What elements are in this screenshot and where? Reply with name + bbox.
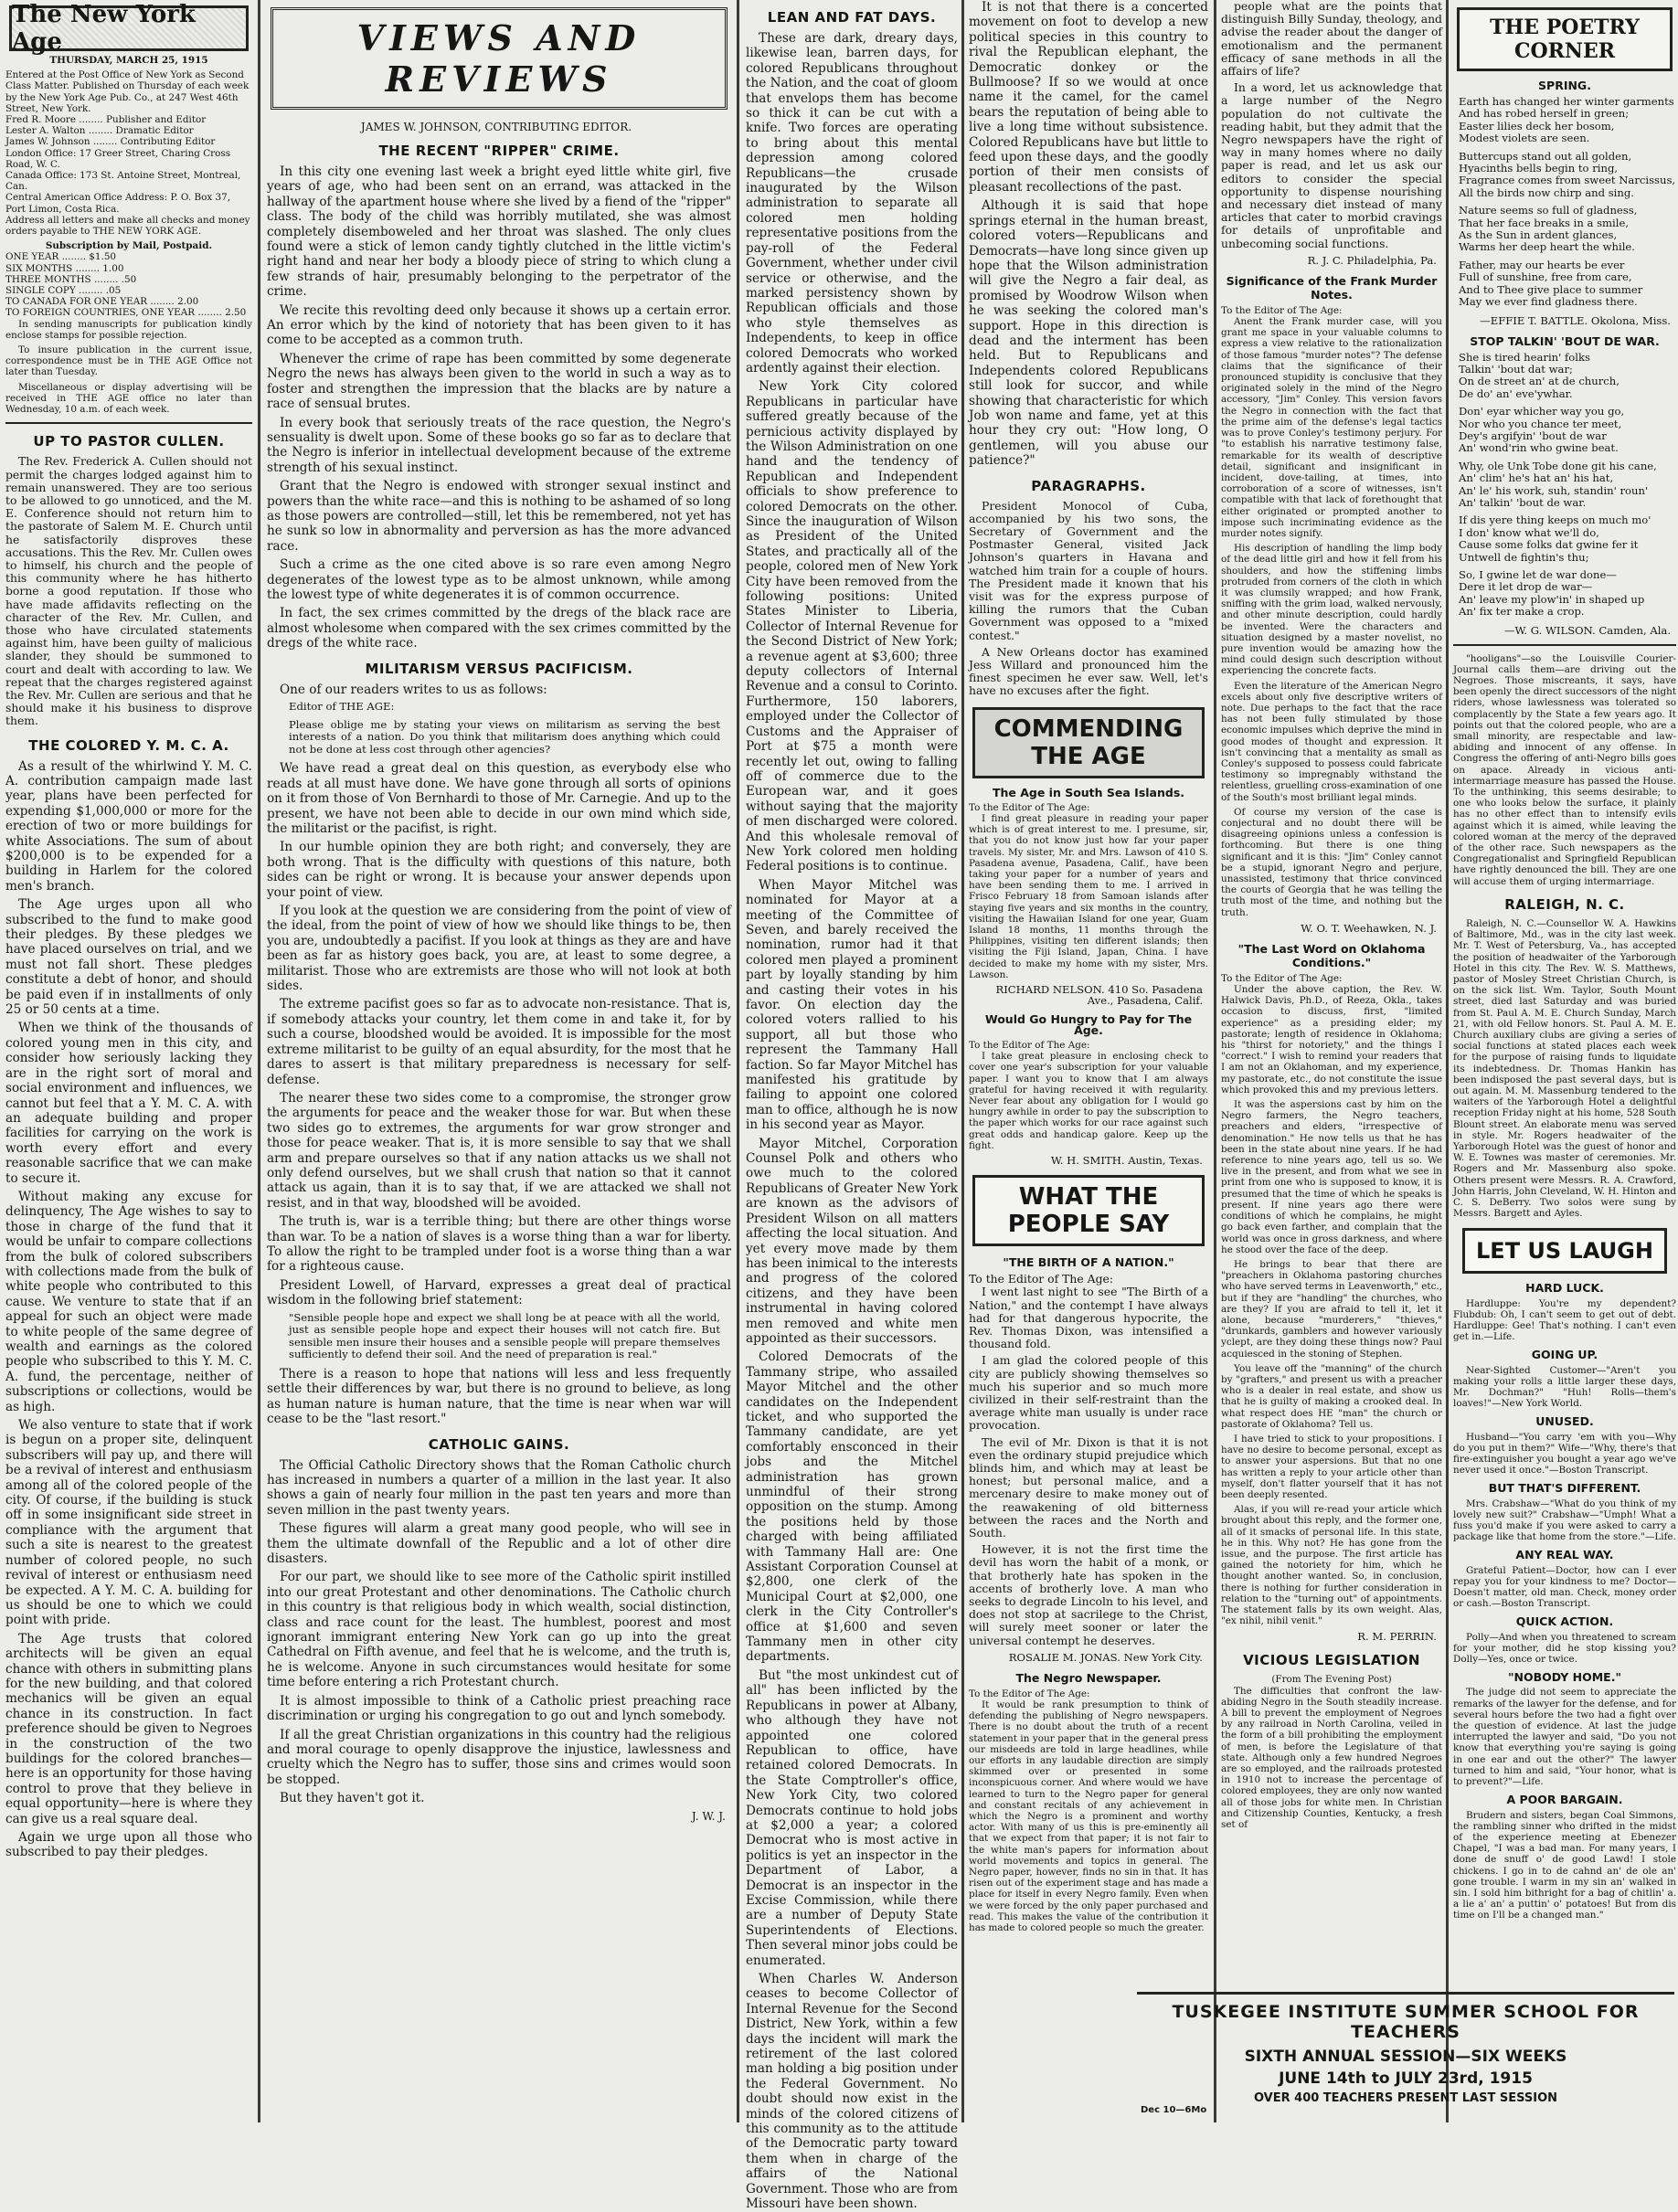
negro-newspaper-to: To the Editor of The Age: [969,1688,1090,1699]
rate-line: TO FOREIGN COUNTRIES, ONE YEAR ........ 2.50 [5,307,247,319]
paragraph: But "the most unkindest cut of all" has been inflicted by the Republicans in power at Albany, who although they have not appointed one colored Republican to office, have retained colored Democrats. In the State Comptroller's office, New York City, two colored Democrats continue to hold jobs at $2,000 a year; a colored Democrat who is most active in politics is yet an inspector in the Department of Labor, a Democrat is an inspector in the Excise Commission, while there are a number of Deputy State Superintendents of Elections. Then several minor jobs could be enumerated. [746,1667,958,1968]
paragraph: When Mayor Mitchel was nominated for Mayor at a meeting of the Committee of Seven, and barely received the nomination, rumor had it that colored men played a prominent part by loyally standing by him and casting their votes in his favor. On election day the colored voters rallied to his support, all but those who represent the Tammany Hall faction. So far Mayor Mitchel has manifested his gratitude by failing to appoint one colored man to office, although he is now in his second year as Mayor. [746,877,958,1133]
paragraph: Under the above caption, the Rev. W. Halwick Davis, Ph.D., of Reeza, Okla., takes occasion to discuss, first, "limited experience" as a presiding elder; my pastorate; length of residence in Oklahoma; his "thirst for notoriety," and the things I "correct." I wish to remind your readers that I am not an Oklahoman, and my experience, my pastorate, etc., do not constitute the issue which provoked this and my previous letters. [1221,984,1442,1095]
column-lean-fat-days [746,0,958,2212]
paragraph: Grant that the Negro is endowed with stronger sexual instinct and powers than the white race—and this is nothing to be ashamed of so long as those powers are controlled—still, let this be remembered, not yet has he sunk so low in abnormality and perversion as has the more advanced race. [267,479,731,554]
masthead-info-line: Lester A. Walton ........ Dramatic Editor [5,125,194,137]
spring-poem-title: SPRING. [1538,79,1591,92]
masthead-info-line: London Office: 17 Greer Street, Charing Cross Road, W. C. [5,147,231,170]
poem-stanza: So, I gwine let de war done— Dere it let drop de war— An' leave my plow'in' in shaped up An' fix ter make a crop. [1459,568,1645,619]
war-poem [1453,352,1676,619]
ad-code: Dec 10—6Mo [1141,2105,1207,2115]
joke-title: HARD LUCK. [1525,1281,1604,1296]
paragraph: Anent the Frank murder case, will you grant me space in your valuable columns to express a view relative to the rationalization of those famous "murder notes"? The defense claims that the significance of their pronounced stupidity is conclusive that they originated solely in the mind of the Negro accessory, "Jim" Conley. This version favors the Negro in connection with the fact that the prime aim of the defense's legal tactics was to prove Conley's testimony perjury. For "to establish his narrative testimony false, remarkable for its wealth of descriptive detail, significant and insignificant in incident, dove-tailing, at times, into corroboration of a score of witnesses, isn't compatible with that lack of forethought that either originated or prompted another to impose such incriminating evidence as the murder notes signify. [1221,316,1442,539]
paragraph: But they haven't got it. [280,1791,425,1806]
joke-title: QUICK ACTION. [1515,1614,1614,1629]
paragraph: Although it is said that hope springs eternal in the human breast, colored voters—Republicans and Democrats—have long since given up hope that the Wilson administration will give the Negro a fair deal, as promised by Woodrow Wilson when he was seeking the colored man's support. Hope in this direction is dead and the interment has been held. But to Republicans and Independents colored Republicans still look for succor, and while showing that characteristic for which Job won name and fame, yet at this hour they cry out: "How long, O gentlemen, will you abuse our patience?" [969,198,1208,469]
letter-title: The Age in South Sea Islands. [992,785,1185,799]
notice-line: To insure publication in the current issue, correspondence must be in THE AGE Office not later than Tuesday. [5,344,252,378]
masthead-info-line: Central American Office Address: P. O. Box 37, Port Limon, Costa Rica. [5,192,231,215]
paragraph: A New Orleans doctor has examined Jess Willard and pronounced him the finest specimen he ever saw. Well, let's have no excuses after the fight. [969,644,1208,698]
letter-body: I take great pleasure in enclosing check to cover one year's subscription for your valuable paper. I want you to know that I am always grateful for having received it with regularity. Never fear about any obligation for I would go hungry awhile in order to pay the subscription to the paper which works for our race against such great odds and handicap galore. Keep up the fight. [969,1051,1208,1151]
poem-stanza: Don' eyar whicher way you go, Nor who you chance ter meet, Dey's argifyin' 'bout de war An' wond'rin who gwine beat. [1459,405,1625,455]
column-letters-continued [1221,0,1442,2122]
joke-body: Polly—And when you threatened to scream for your mother, did he stop kissing you? Dolly—Yes, once or twice. [1453,1631,1676,1666]
ripper-crime-body [267,164,731,651]
joke-body: Mrs. Crabshaw—"What do you think of my lovely new suit?" Crabshaw—"Umph! What a fuss you'd make if you were asked to carry a package like that home from the store."—Life. [1453,1498,1676,1543]
column-rule [1214,0,1216,2122]
divider [5,422,252,424]
poem-stanza: If dis yere thing keeps on much mo' I don' know what we'll do, Cause some folks dat gwine fer it Untwell de fightin's thu; [1459,513,1651,564]
spring-poem-signature: —EFFIE T. BATTLE. Okolona, Miss. [1480,313,1671,327]
paragraph: These figures will alarm a great many good people, who will see in them the ultimate downfall of the Republic and a lot of other dire disasters. [267,1521,731,1567]
frank-letter-signature: W. O. T. Weehawken, N. J. [1301,921,1437,935]
contributing-editor-byline: JAMES W. JOHNSON, CONTRIBUTING EDITOR. [360,121,632,133]
paragraph: When Charles W. Anderson ceases to become Collector of Internal Revenue for the Second District, New York, within a few days the incident will mark the retirement of the last colored man holding a big position under the Federal Government. No doubt should now exist in the minds of the colored citizens of this community as to the attitude of the Democratic party toward them when in charge of the affairs of the National Government. Those who are from Missouri have been shown. [746,1972,958,2212]
poem-stanza: Father, may our hearts be ever Full of sunshine, free from care, And to Thee give place to summer May we ever find gladness there. [1459,258,1643,309]
paragraph: He brings to bear that there are "preachers in Oklahoma pastoring churches who have served terms in Leavenworth," etc., but if they are "handling" the churches, who are they? If you are afraid to tell it, let it alone, because "murderers," "thieves," "drunkards, gamblers and however variously yclept, are they doing these things now? Paul acquiesced in the stoning of Stephen. [1221,1258,1442,1360]
paragraph: These are dark, dreary days, likewise lean, barren days, for colored Republicans throughout the Nation, and the coat of gloom that envelops them has become so thick it can be cut with a knife. Two forces are operating to bring about this mental depression among colored Republicans—the crusade inaugurated by the Wilson administration to separate all colored men holding representative positions from the pay-roll of the Federal Government, whether under civil service or otherwise, and the marked persistency shown by Republican officials and those who style themselves as Independents, to keep in office colored Democrats who worked ardently against their election. [746,31,958,376]
tuskegee-summer-school-ad [1137,1992,1674,2118]
masthead-info-line: Address all letters and make all checks and money orders payable to THE NEW YORK AGE. [5,214,250,238]
oklahoma-letter-to: To the Editor of The Age: [1221,972,1343,984]
oklahoma-letter [1221,984,1442,1626]
masthead-date: THURSDAY, MARCH 25, 1915 [49,55,208,66]
militarism-close: There is a reason to hope that nations will less and less frequently settle their differences by war, but there is no ground to believe, as long as human nature is human nature, that the time is near when war will cease to be the "last resort." [267,1366,731,1427]
rate-line: THREE MONTHS ........ .50 [5,273,137,285]
paragraph: New York City colored Republicans in particular have suffered greatly because of the pernicious activity displayed by the Wilson Administration on one hand and the tendency of Republican and Independent officials to show preference to colored Democrats on the other. Since the inauguration of Wilson as President of the United States, and practically all of the people, colored men of New York City have been removed from the following positions: United States Minister to Liberia, Collector of Internal Revenue for the Second District of New York; a revenue agent at $3,600; three deputy collectors of Internal Revenue and a consul to Corinto. Furthermore, 150 laborers, employed under the Collector of Customs and the Appraiser of Port at $75 a month were recently let out, owing to falling off of commerce due to the European war, and it goes without saying that the majority of men discharged were colored. And this wholesale removal of New York colored men holding Federal positions is to continue. [746,379,958,874]
ad-line-3: JUNE 14th to JULY 23rd, 1915 [1279,2069,1533,2088]
paragraph: The truth is, war is a terrible thing; but there are other things worse than war. To be a nation of slaves is a worse thing than a war for liberty. To allow the right to be trampled under foot is a worse thing than a war for a righteous cause. [267,1214,731,1275]
vicious-legislation-body [1221,1686,1442,1831]
lean-fat-days-title: LEAN AND FAT DAYS. [767,9,937,26]
ad-line-4: OVER 400 TEACHERS PRESENT LAST SESSION [1253,2091,1558,2105]
let-us-laugh-heading: LET US LAUGH [1462,1228,1667,1274]
views-reviews-banner: VIEWS AND REVIEWS [271,7,727,110]
commending-the-age-heading: COMMENDING THE AGE [972,707,1205,778]
masthead-logo: The New York Age [9,5,249,51]
oklahoma-title: "The Last Word on Oklahoma Conditions." [1237,941,1426,969]
poem-stanza: Buttercups stand out all golden, Hyacinths bells begin to ring, Fragrance comes from sweet Narcissus, All the birds now chirp and sing. [1459,149,1676,199]
column-rule [1446,0,1449,2122]
column-rule [258,0,260,2122]
rate-line: SINGLE COPY ........ .05 [5,285,122,297]
paragraph: Mayor Mitchel, Corporation Counsel Polk and others who owe much to the colored Republicans of Greater New York are known as the advisors of President Wilson on all matters affecting the local situation. And yet every move made by them has been inimical to the interests and progress of the colored citizens, and they have been instrumental in having colored men removed and white men appointed as their successors. [746,1136,958,1346]
joke-title: GOING UP. [1531,1348,1598,1362]
paragraph: It is almost impossible to think of a Catholic priest preaching race discrimination or urging his congregation to go out and lynch somebody. [267,1693,731,1724]
rate-line: TO CANADA FOR ONE YEAR ........ 2.00 [5,296,199,308]
notice-line: Miscellaneous or display advertising will be received in THE AGE office no later than Wednesday, 10 a.m. of each week. [5,381,252,416]
joke-body: Husband—"You carry 'em with you—Why do you put in them?" Wife—"Why, there's that fire-extinguisher you bought a year ago we've never used it once."—Boston Transcript. [1453,1431,1676,1476]
paragraph: When we think of the thousands of colored young men in this city, and consider how seriously lacking they are in the right sort of moral and social environment and influences, we cannot but feel that a Y. M. C. A. with an adequate building and proper facilities for carrying on the work is worth every effort and every reasonable sacrifice that we can make to secure it. [5,1021,252,1186]
paragraph: I went last night to see "The Birth of a Nation," and the contempt I have always had for that dangerous hypocrite, the Rev. Thomas Dixon, was intensified a thousand fold. [969,1285,1208,1351]
hooligans-body: "hooligans"—so the Louisville Courier-Journal calls them—are driving out the Negroes. Those miscreants, it says, have been openly the direct successors of the night riders, whose lawlessness was tolerated so complacently by the State a few years ago. It points out that the colored people, who are a small minority, are respectable and law-abiding and innocent of any offense. In Congress the offering of anti-Negro bills goes on apace. Already in vicious anti-intermarriage measure has passed the House. To the unthinking, this seems desirable; to one who looks below the surface, it plainly has no other effect than to intensify evils against which it is aimed, while leaving the colored woman at the mercy of the depraved of the other race. Such newspapers as the Congregationalist and Springfield Republican have rightly denounced the bill. They are one will accuse them of urging intermarriage. [1453,652,1676,887]
letter-salutation: To the Editor of The Age: [969,1039,1090,1051]
rate-line: ONE YEAR ........ $1.50 [5,251,117,263]
lowell-quote: "Sensible people hope and expect we shall long be at peace with all the world, just as sensible people hope and expect their houses will not catch fire. But sensible men insure their houses and a sensible people will prepare themselves sufficiently to defend their soil. And the need of preparation is real." [289,1310,720,1361]
joke-body: Grateful Patient—Doctor, how can I ever repay you for your kindness to me? Doctor—Doesn't matter, old man. Check, money order or cash.—Boston Transcript. [1453,1564,1676,1610]
paragraph: The Age urges upon all who subscribed to the fund to make good their pledges. By these pledges we have placed ourselves on trial, and we must not fall short. These pledges constitute a debt of honor, and should be paid even if in installments of only 25 or 50 cents at a time. [5,897,252,1018]
militarism-intro: One of our readers writes to us as follows: [280,682,547,697]
paragraph: The difficulties that confront the law-abiding Negro in the South steadily increase. A bill to prevent the employment of Negroes by any railroad in North Carolina, veiled in the form of a bill prohibiting the employment of men, is before the Legislature of that state. Although only a few hundred Negroes are so employed, and the railroads protested in 1910 not to increase the percentage of colored employees, they are only now wanted all of those jobs for white men. In Christian and Citizenship Counties, Kentucky, a fresh set of [1221,1685,1442,1831]
vicious-legislation-source: (From The Evening Post) [1271,1674,1392,1686]
vicious-legislation-title: VICIOUS LEGISLATION [1243,1652,1420,1669]
editorial-ymca-body [5,759,252,1860]
war-poem-signature: —W. G. WILSON. Camden, Ala. [1503,623,1671,637]
divider [1453,644,1676,646]
letter-body: I find great pleasure in reading your paper which is of great interest to me. I presume, sir, that you do not know just how far your paper travels. My sister, Mr. and Mrs. Lawson of 410 S. Pasadena avenue, Pasadena, Calif., have been taking your paper for a number of years and have been sending them to me. I arrived in Frisco February 18 from Samoan islands after staying five years and six months in the country, visiting the Hawaiian Island for one year, Guam Island 18 months, 11 months through the Philippines, visiting ten different islands; then visiting the Fiji Island, Japan, China. I have decided to make my home with my sister, Mrs. Lawson. [969,813,1208,980]
paragraph: If you look at the question we are considering from the point of view of the ideal, from the point of view of how we should like things to be, then you are, undoubtedly a pacifist. If you look at things as they are and have been as far as history goes back, you are, at least to some degree, a militarist. Those who are extremists are those who will not look at both sides. [267,904,731,994]
poem-stanza: Earth has changed her winter garments And has robed herself in green; Easter lilies deck her bosom, Modest violets are seen. [1459,95,1674,145]
poem-stanza: Why, ole Unk Tobe done git his cane, An' clim' he's hat an' his hat, An' le' his work, suh, standin' roun' An' talkin' 'bout de war. [1459,459,1657,509]
paragraph: Alas, if you will re-read your article which brought about this reply, and the former one, all of it smacks of personal life. In this state, he in this. Why not? He has gone from the issue, and the purpose. The first article has gained the notoriety for him, which he thought another wanted. So, in conclusion, there is nothing for further consideration in relation to the "turning out" of appointments. The statement falls by its own weight. Alas, "ex nihil, nihil venit." [1221,1504,1442,1627]
frank-murder-letter [1221,316,1442,918]
paragraph: It is not that there is a concerted movement on foot to develop a new political species in this country to rival the Republican elephant, the Democratic donkey or the Bullmoose? If so we would at once name it the camel, for the camel bears the reputation of being able to live a long time without subsistence. Colored Republicans have but little to feed upon these days, and the goodly portion of their men consists of pleasant recollections of the past. [969,0,1208,195]
lean-fat-days-continued [969,0,1208,469]
commending-letters [969,785,1208,1167]
paragraph: The evil of Mr. Dixon is that it is not even the ordinary stupid prejudice which blinds him, and which may at least be honest; but personal malice, and a mercenary desire to make money out of the reawakening of old bitterness between the races and the North and South. [969,1434,1208,1540]
paragraph: Whenever the crime of rape has been committed by some degenerate Negro the news has always been given to the world in such a way as to foster and strengthen the impression that the blacks are by nature a race of sensual brutes. [267,351,731,412]
paragraph: President Lowell, of Harvard, expresses a great deal of practical wisdom in the following brief statement: [267,1277,731,1308]
editorial-cullen-body [5,455,252,727]
catholic-gains-body [267,1458,731,1806]
editorial-cullen-title: UP TO PASTOR CULLEN. [33,433,225,450]
frank-murder-title: Significance of the Frank Murder Notes. [1226,273,1438,302]
column-poetry-laugh [1453,0,1676,2122]
paragraph: Again we urge upon all those who subscribed to pay their pledges. [5,1830,252,1860]
paragraph: His description of handling the limp body of the dead little girl and how it fell from his shoulders, and how the stiffening limbs protruded from corners of the cloth in which it was clumsily wrapped; and how Frank, sniffing with the grim load, walked nervously, and other minute description, could hardly be invented. Were the characters and situation designed by a master novelist, no pure invention would be amazing how the mind could design such description without experiencing the concrete facts. [1221,543,1442,677]
paragraph: For our part, we should like to see more of the Catholic spirit instilled into our great Protestant and other denominations. The Catholic church in this country is that religious body in which wealth, social distinction, class and race count for the least. The humblest, poorest and most ignorant immigrant entering New York can go up into the great Cathedral on Fifth avenue, and feel that he is welcome, and the truth is, he is welcome. Anyone in such circumstances would hesitate for some time before entering a rich Protestant church. [267,1570,731,1690]
poetry-corner-heading: THE POETRY CORNER [1457,7,1673,71]
militarism-letter-to: Editor of THE AGE: [289,700,395,713]
oklahoma-signature: R. M. PERRIN. [1357,1630,1437,1644]
masthead-info-line: Canada Office: 173 St. Antoine Street, Montreal, Can. [5,170,241,193]
militarism-body [267,761,731,1307]
paragraph: President Monocol of Cuba, accompanied by his two sons, the Secretary of Government and the Postmaster General, visited Jack Johnson's quarters in Havana and watched him train for a couple of hours. The President made it known that his visit was for the express purpose of killing the rumors that the Cuban Government was opposed to a "mixed contest." [969,498,1208,642]
militarism-title: MILITARISM VERSUS PACIFICISM. [365,660,633,677]
paragraph: The nearer these two sides come to a compromise, the stronger grow the arguments for peace and the weaker those for war. But when these two sides go to extremes, the arguments for war grow stronger and those for peace weaker. That is, it is more sensible to say that we shall arm and prepare ourselves so that if any nation attacks us we shall not only defend ourselves, but we shall crush that nation so that it cannot attack us again, than it is to say that, if we are attacked we shall not resist, and in that way, bloodshed will be avoided. [267,1090,731,1211]
editorial-ymca-title: THE COLORED Y. M. C. A. [28,736,229,754]
joke-title: A POOR BARGAIN. [1506,1793,1623,1807]
paragraph: In every book that seriously treats of the race question, the Negro's sensuality is dwelt upon. Some of these books go so far as to declare that the Negro is inferior in intellectual development because of the extreme strength of his sexual instinct. [267,415,731,475]
subscription-title: Subscription by Mail, Postpaid. [45,240,213,252]
column-views-reviews [267,0,731,2122]
paragraph: Of course my version of the case is conjectural and no doubt there will be disagreeing opinions unless a confession is forthcoming. But there is one thing significant and it is this: "Jim" Conley cannot be a stupid, ignorant Negro and perjure, unassisted, testimony that thrice convinced the courts of Georgia that he was telling the truth most of the time, and nothing but the truth. [1221,806,1442,918]
paragraph: The Official Catholic Directory shows that the Roman Catholic church has increased in numbers a quarter of a million in the last year. It also shows a gain of nearly four million in the past ten years and more than seven million in the past twenty years. [267,1457,731,1518]
letter-salutation: To the Editor of The Age: [969,801,1090,813]
paragraph: Colored Democrats of the Tammany stripe, who assailed Mayor Mitchel and the other candidates on the Independent ticket, and who supported the Tammany candidate, are yet comfortably ensconced in their jobs and the Mitchel administration has grown unmindful of their strong opposition on the stump. Among the positions held by those charged with being affiliated with Tammany Hall are: One Assistant Corporation Counsel at $2,800, one clerk of the Municipal Court at $2,000, one clerk in the City Controller's office at $1,600 and seven Tammany men in other city departments. [746,1349,958,1665]
notice-line: In sending manuscripts for publication kindly enclose stamps for possible rejection. [5,318,252,341]
paragraph: As a result of the whirlwind Y. M. C. A. contribution campaign made last year, plans have been perfected for expending $1,000,000 or more for the erection of two or more buildings for white Associations. The sum of about $200,000 is to be expended for a building in Harlem for the colored men's branch. [5,758,252,894]
lean-fat-days-body [746,31,958,2212]
negro-newspaper-continued [1221,0,1442,250]
ripper-crime-title: THE RECENT "RIPPER" CRIME. [378,143,620,159]
poem-stanza: Nature seems so full of gladness, That her face breaks in a smile, As the Sun in ardent glances, Warms her deep heart the while. [1459,204,1638,254]
subscription-rates [5,251,252,318]
philadelphia-signature: R. J. C. Philadelphia, Pa. [1307,253,1437,267]
jokes-list [1453,1283,1676,1921]
letter-title: Would Go Hungry to Pay for The Age. [984,1011,1193,1037]
joke-body: Near-Sighted Customer—"Aren't you making your rolls a little larger these days, Mr. Dochman?" "Huh! Rolls—them's loaves!"—New York World. [1453,1364,1676,1410]
joke-body: Brudern and sisters, began Coal Simmons, the rambling sinner who drifted in the midst of the experience meeting at Ebenezer Chapel, "I was a bad man. For many years, I done de snuff o' de good Lawd! I stole chickens. I go in to de cahnd an' de ole an' gone trouble. I warm in my sin an' walked in sin. I sold him bithright for a bag of chitlin' a. a lie a' an' a puttin' o' potatoes! But from dis time on I'll be a changed man." [1453,1809,1676,1921]
paragraph: You leave off the "manning" of the church by "grafters," and present us with a preacher who is a dealer in real estate, and show us that he is guilty of making a crooked deal. In what respect does HE "man" the church or pastorate of Oklahoma? Tell us. [1221,1362,1442,1430]
column-rule [961,0,964,2122]
letter-signature: W. H. SMITH. Austin, Texas. [1050,1153,1203,1167]
column-masthead [5,0,252,2122]
paragraph: It was the aspersions cast by him on the Negro farmers, the Negro teachers, preachers and elders, "irrespective of denomination." He now tells us that he has been in the state about nine years. If he had reference to nine years ago, tell us so. We live in the present, and from what we see in print from one who is supposed to know, it is presumed that the time of which he speaks is present. If nine years ago there were conditions of which he complains, he might go back even farther, and complain that the world was once in gross darkness, and where he stood over the face of the deep. [1221,1099,1442,1255]
paragraph: I am glad the colored people of this city are publicly showing themselves so much his superior and so much more civilized in their self-restraint than the average white man usually is under race provocation. [969,1353,1208,1433]
militarism-letter: Please oblige me by stating your views on militarism as serving the best interests of a nation. Do you think that militarism does anything which could not be done at less cost through other agencies? [289,717,720,756]
editor-signature: J. W. J. [691,1809,726,1823]
masthead-info-line: James W. Johnson ........ Contributing Editor [5,136,216,148]
catholic-gains-title: CATHOLIC GAINS. [428,1435,570,1453]
masthead-notices [5,319,252,416]
column-rule [737,0,739,2122]
masthead-info [5,69,252,237]
paragraph: If all the great Christian organizations in this country had the religious and moral courage to openly disapprove the injustice, lawlessness and cruelty which the Negro has to suffer, those sins and crimes would soon be stopped. [267,1727,731,1787]
raleigh-body: Raleigh, N. C.—Counsellor W. A. Hawkins of Baltimore, Md., was in the city last week. Mr. T. West of Petersburg, Va., has accepted the position of headwaiter of the Yarborough Hotel in this city. The Rev. W. S. Matthews, pastor of Mosley Street Christian Church, is on the sick list. Wm. Taylor, South Mount street, died last Saturday and was buried from St. Paul A. M. E. Church Sunday, March 21, with old Fellow honors. St. Paul A. M. E. Church auxiliary clubs are giving a series of social functions at stated places each week for the purpose of raising funds to liquidate its indebtedness. Dr. Thomas Hankin has been indisposed the past several days, but is out again. M. M. Massenburg tendered to the waiters of the Yarborough Hotel a delightful reception Friday night at his home, 528 South Blount street. An elaborate menu was served in style. Mr. Rogers headwaiter of the Yarborough Hotel was the guest of honor and W. E. Townes was master of ceremonies. Mr. Rogers and Mr. Massenburg also spoke. Others present were Messrs. R. A. Crawford, John Harris, John Cleveland, W. H. Hinton and C. S. DeBerry. Two solos were sung by Messrs. Bargett and Ayles. [1453,917,1676,1220]
paragraph: In fact, the sex crimes committed by the dregs of the black race are almost wholesome when compared with the sex crimes committed by the dregs of the white race. [267,606,731,651]
joke-title: "NOBODY HOME." [1508,1670,1621,1685]
birth-of-a-nation-letter [969,1286,1208,1646]
joke-body: Hardluppe: You're my dependent? Flubdub: Oh, I can't seem to get out of debt. Hardluppe: Gee! That's nothing. I can't even get in.—Life. [1453,1297,1676,1343]
joke-body: The judge did not seem to appreciate the remarks of the lawyer for the defense, and for several hours before the two had a fight over the question of evidence. At last the judge interrupted the lawyer and said, "Do you not know that everything you're saying is going in one ear and out the other?" The lawyer turned to him and said, "Your honor, what is to prevent?"—Life. [1453,1687,1676,1788]
letter-signature: RICHARD NELSON. 410 So. Pasadena Ave., Pasadena, Calif. [995,983,1203,1008]
what-the-people-say-heading: WHAT THE PEOPLE SAY [972,1175,1205,1246]
paragraph: However, it is not the first time the devil has worn the habit of a monk, or that brotherly hate has spoken in the accents of brotherly love. A man who seeks to degrade Lincoln to his level, and does not stop at sacrilege to the Christ, will surely meet sooner or later the universal contempt he deserves. [969,1542,1208,1647]
birth-of-a-nation-title: "THE BIRTH OF A NATION." [1003,1255,1174,1270]
paragraph: We recite this revolting deed only because it shows up a certain error. An error which by the kind of notoriety that has been given to it has come to be accepted as a common truth. [267,302,731,348]
negro-newspaper-title: The Negro Newspaper. [1015,1670,1162,1685]
masthead-info-line: Entered at the Post Office of New York as Second Class Matter. Published on Thursday of each week by the New York Age Pub. Co., at 247 West 46th Street, New York. [5,69,250,114]
raleigh-title: RALEIGH, N. C. [1504,895,1625,913]
spring-poem [1453,96,1676,309]
frank-letter-to: To the Editor of The Age: [1221,304,1343,316]
paragraph: Such a crime as the one cited above is so rare even among Negro degenerates of the lowest type as to be almost unknown, while among the lowest type of white degenerates it is of common occurrence. [267,557,731,602]
ad-line-1: TUSKEGEE INSTITUTE SUMMER SCHOOL FOR TEACHERS [1172,2002,1640,2042]
joke-title: BUT THAT'S DIFFERENT. [1488,1481,1641,1496]
birth-letter-signature: ROSALIE M. JONAS. New York City. [1008,1650,1203,1664]
birth-letter-to: To the Editor of The Age: [969,1272,1114,1286]
joke-title: UNUSED. [1535,1414,1594,1429]
poem-stanza: She is tired hearin' folks Talkin' 'bout dat war; On de street an' at de church, De do' an' eve'ywhar. [1459,350,1620,400]
paragraphs-body [969,500,1208,698]
paragraph: The Age trusts that colored architects will be given an equal chance with others in submitting plans for the new building, and that colored mechanics will be given an equal chance in its construction. In fact preference should be given to Negroes in the construction of the two buildings for the colored branches—here is an opportunity for those having control to prove that they believe in equal opportunity—here is where they can give us a real square deal. [5,1631,252,1826]
ad-line-2: SIXTH ANNUAL SESSION—SIX WEEKS [1244,2048,1567,2066]
negro-newspaper-body: It would be rank presumption to think of defending the publishing of Negro newspapers. There is no doubt about the truth of a recent statement in your paper that in the general press our misdeeds are told in large headlines, while our efforts in any laudable direction are simply skimmed over or presented in some inconspicuous corner. And where would we have learned to turn to the Negro paper for general and constant recitals of any achievement in which the Negro is a prominent and worthy actor. With many of us this is pre-eminently all that we expect from that paper; it is not fair to the white man's papers for information about world movements and topics in general. The Negro paper, however, finds no sin in that. It has risen out of the experiment stage and has made a place for itself in every Negro family. Even when we were forced by the only paper purchased and read. This makes the value of the contribution it has made to colored people so much the greater. [969,1699,1208,1934]
masthead-info-line: Fred R. Moore ........ Publisher and Editor [5,114,207,126]
paragraph: We have read a great deal on this question, as everybody else who reads at all must have done. We have gone through all sorts of opinions on it from those of Von Bernhardi to those of Mr. Carnegie. And up to the present, we have not been able to decide in our own mind which side, the militarist or the pacifist, is right. [267,761,731,836]
column-letters [969,0,1208,2122]
war-poem-title: STOP TALKIN' 'BOUT DE WAR. [1470,333,1660,348]
paragraph: In a word, let us acknowledge that a large number of the Negro population do not cultivate the reading habit, but they admit that the Negro newspapers have the right of way in many homes where no daily paper is read, and let us ask our editors to consider the special opportunity to dispense nourishing and necessary diet instead of many articles that cater to morbid cravings for details of unprofitable and unbecoming social functions. [1221,80,1442,250]
paragraph: The extreme pacifist goes so far as to advocate non-resistance. That is, if somebody attacks your country, let them come in and take it, for by such a course, bloodshed would be avoided. It is impossible for the most extreme militarist to be guilty of an equal absurdity, for the most that he dares to assert is that military preparedness is necessary for self-defense. [267,997,731,1087]
paragraph: Without making any excuse for delinquency, The Age wishes to say to those in charge of the fund that it would be unfair to compare collections from the bulk of colored subscribers with collections made from the bulk of white people who contributed to this cause. We venture to state that if an appeal for such an object were made to white people of the same degree of wealth and earnings as the colored people who subscribed to this Y. M. C. A. fund, the percentage, neither of subscriptions or collections, would be as high. [5,1189,252,1414]
paragraphs-title: PARAGRAPHS. [1031,477,1146,494]
paragraph: The Rev. Frederick A. Cullen should not permit the charges lodged against him to remain unanswered. They are too serious to be allowed to go unnoticed, and the M. E. Conference should not return him to the pastorate of Salem M. E. Church until he satisfactorily disproves these accusations. This the Rev. Mr. Cullen owes to himself, his church and the people of this community where he has hitherto borne a good reputation. If those who have made affidavits reflecting on the character of the Rev. Mr. Cullen, and those who have circulated statements against him, have been guilty of malicious slander, they should be summoned to court and dealt with according to law. We repeat that the charges registered against the Rev. Mr. Cullen are serious and that he should make it his business to disprove them. [5,454,252,728]
paragraph: I have tried to stick to your propositions. I have no desire to become personal, except as to answer your aspersions. But that no one has written a reply to your article other than myself, don't flatter yourself that it has not been deeply resented. [1221,1433,1442,1500]
paragraph: people what are the points that distinguish Billy Sunday, theology, and advise the reader about the danger of emotionalism and the permanent efficacy of sane methods in all the affairs of life? [1221,0,1442,79]
paragraph: In this city one evening last week a bright eyed little white girl, five years of age, who had been sent on an errand, was attacked in the hallway of the apartment house where she lived by a fiend of the "ripper" class. The body of the child was horribly mutilated, she was almost completely disemboweled and her throat was slashed. The only clues found were a stick of lemon candy tightly clutched in the little victim's right hand and near her body a bloody piece of string to which clung a few strands of hair, presumably belonging to the perpetrator of the crime. [267,164,731,300]
rate-line: SIX MONTHS ........ 1.00 [5,262,124,274]
paragraph: We also venture to state that if work is begun on a proper site, delinquent subscribers will pay up, and there will be a revival of interest and enthusiasm among all of the colored people of the city. Of course, if the building is stuck off in some insignificant side street in compliance with the argument that such a site is nearest to the greatest number of colored people, no such revival of interest or enthusiasm need be expected. A Y. M. C. A. building for us should be one to which we could point with pride. [5,1418,252,1628]
joke-title: ANY REAL WAY. [1515,1548,1614,1562]
paragraph: In our humble opinion they are both right; and conversely, they are both wrong. That is the difficulty with questions of this nature, both sides can be right or wrong. It is because your answer depends upon your point of view. [267,840,731,900]
paragraph: Even the literature of the American Negro excels about only five descriptive writers of note. Due perhaps to the fact that the race has not been fully stimulated by those economic impulses which deprive the mind in good modes of thought and expression. It isn't convincing that a mentality as small as Conley's supposed to possess could fabricate testimony so impregnably withstand the relentless, gruelling cross-examination of one of the South's most brilliant legal minds. [1221,680,1442,803]
